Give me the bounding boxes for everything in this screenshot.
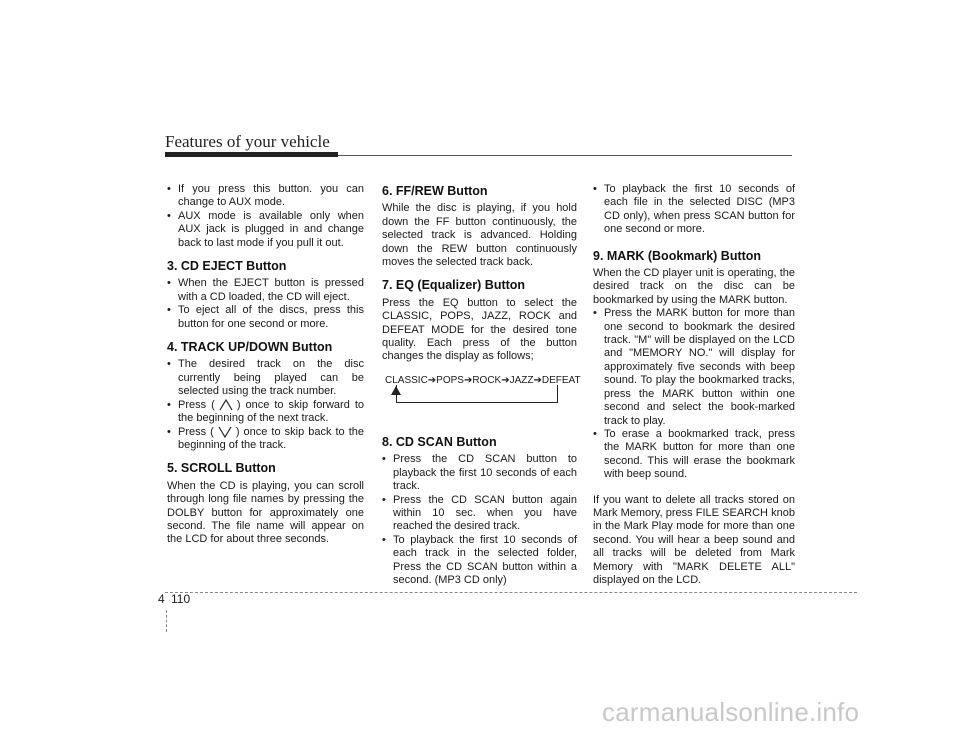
list-item: • To playback the first 10 seconds of each track in the selected folder, Press the CD SCAN button within a second. (MP3 CD only) (382, 534, 577, 588)
list-item: • Press the MARK button for more than one second to bookmark the desired track. "M" will be displayed on the LCD and "MEMORY NO." will display for approximately five seconds with beep sound. To play the bookmarked tracks, press the MARK button within one second and select the book-marked track to play. (593, 307, 795, 428)
list-item: • If you press this button. you can change to AUX mode. (167, 183, 364, 210)
eq-paragraph: Press the EQ button to select the CLASSIC, POPS, JAZZ, ROCK and DEFEAT MODE for the desired tone quality. Each press of the button changes the display as follows; (382, 296, 577, 363)
arrow-up-icon (391, 386, 401, 395)
scroll-paragraph: When the CD is playing, you can scroll through long file names by pressing the DOLBY button for approximately one second. The file name will appear on the LCD for about three seconds. (167, 479, 364, 546)
mark-bullet-list (593, 307, 795, 481)
column-right (593, 183, 795, 587)
footer-rule (165, 592, 857, 593)
text-fragment: ) once to skip back to the beginning of the track. (178, 425, 364, 451)
list-item: • To eject all of the discs, press this button for one second or more. (167, 304, 364, 331)
mp3-scan-bullet-list (593, 183, 795, 237)
section-number: 4 (158, 592, 165, 606)
cd-eject-bullet-list (167, 277, 364, 331)
header-rule-thin (338, 155, 792, 156)
list-item (167, 399, 364, 426)
mark-intro-paragraph: When the CD player unit is operating, the desired track on the disc can be bookmarked by using the MARK button. (593, 267, 795, 306)
eq-cycle-diagram (382, 374, 581, 426)
section-heading-cd-eject: 3. CD EJECT Button (167, 259, 287, 274)
page-number: 110 (171, 592, 191, 606)
footer-vertical-rule (166, 610, 167, 632)
section-heading-ff-rew: 6. FF/REW Button (382, 184, 488, 198)
list-item: • To erase a bookmarked track, press the MARK button for more than one second. This will erase the bookmark with beep sound. (593, 428, 795, 482)
eq-cycle-return-line (396, 385, 558, 403)
text-fragment: Press ( (178, 425, 214, 438)
list-item: • Press the CD SCAN button again within 10 sec. when you have reached the desired track. (382, 494, 577, 534)
ff-rew-paragraph: While the disc is playing, if you hold down the FF button continuously, the selected track is advanced. Holding down the REW button continuously moves the selected track back. (382, 202, 577, 269)
page-header-title: Features of your vehicle (165, 132, 330, 151)
header-rule-thick (165, 152, 338, 157)
list-item (167, 426, 364, 453)
text-fragment: Press ( (178, 398, 215, 411)
track-bullet-list (167, 358, 364, 452)
aux-bullet-list (167, 183, 364, 250)
eq-cycle-text: CLASSIC➔POPS➔ROCK➔JAZZ➔DEFEAT (385, 374, 581, 386)
section-heading-track-updown: 4. TRACK UP/DOWN Button (167, 340, 333, 355)
section-heading-mark: 9. MARK (Bookmark) Button (593, 248, 762, 263)
cd-scan-bullet-list (382, 453, 577, 587)
list-item: • Press the CD SCAN button to playback the first 10 seconds of each track. (382, 453, 577, 493)
column-left (167, 183, 364, 547)
mark-delete-paragraph: If you want to delete all tracks stored on Mark Memory, press FILE SEARCH knob in the Mark Play mode for more than one second. You will hear a beep sound and all tracks will be deleted from Mark Memory with "MARK DELETE ALL" displayed on the LCD. (593, 493, 795, 586)
column-middle (382, 183, 581, 587)
list-item: • The desired track on the disc currently being played can be selected using the track number. (167, 358, 364, 398)
section-heading-eq: 7. EQ (Equalizer) Button (382, 278, 526, 293)
list-item: • When the EJECT button is pressed with a CD loaded, the CD will eject. (167, 277, 364, 304)
list-item: • To playback the first 10 seconds of each file in the selected DISC (MP3 CD only), when press SCAN button for one second or more. (593, 183, 795, 237)
text-fragment: ) once to skip forward to the beginning of the next track. (178, 398, 365, 425)
list-item: • AUX mode is available only when AUX jack is plugged in and change back to last mode if you pull it out. (167, 210, 364, 250)
chevron-up-icon (219, 399, 233, 411)
section-heading-scroll: 5. SCROLL Button (167, 461, 276, 476)
watermark: carmanualsonline.info (602, 697, 860, 727)
section-heading-cd-scan: 8. CD SCAN Button (382, 434, 497, 449)
chevron-down-icon (218, 426, 232, 438)
